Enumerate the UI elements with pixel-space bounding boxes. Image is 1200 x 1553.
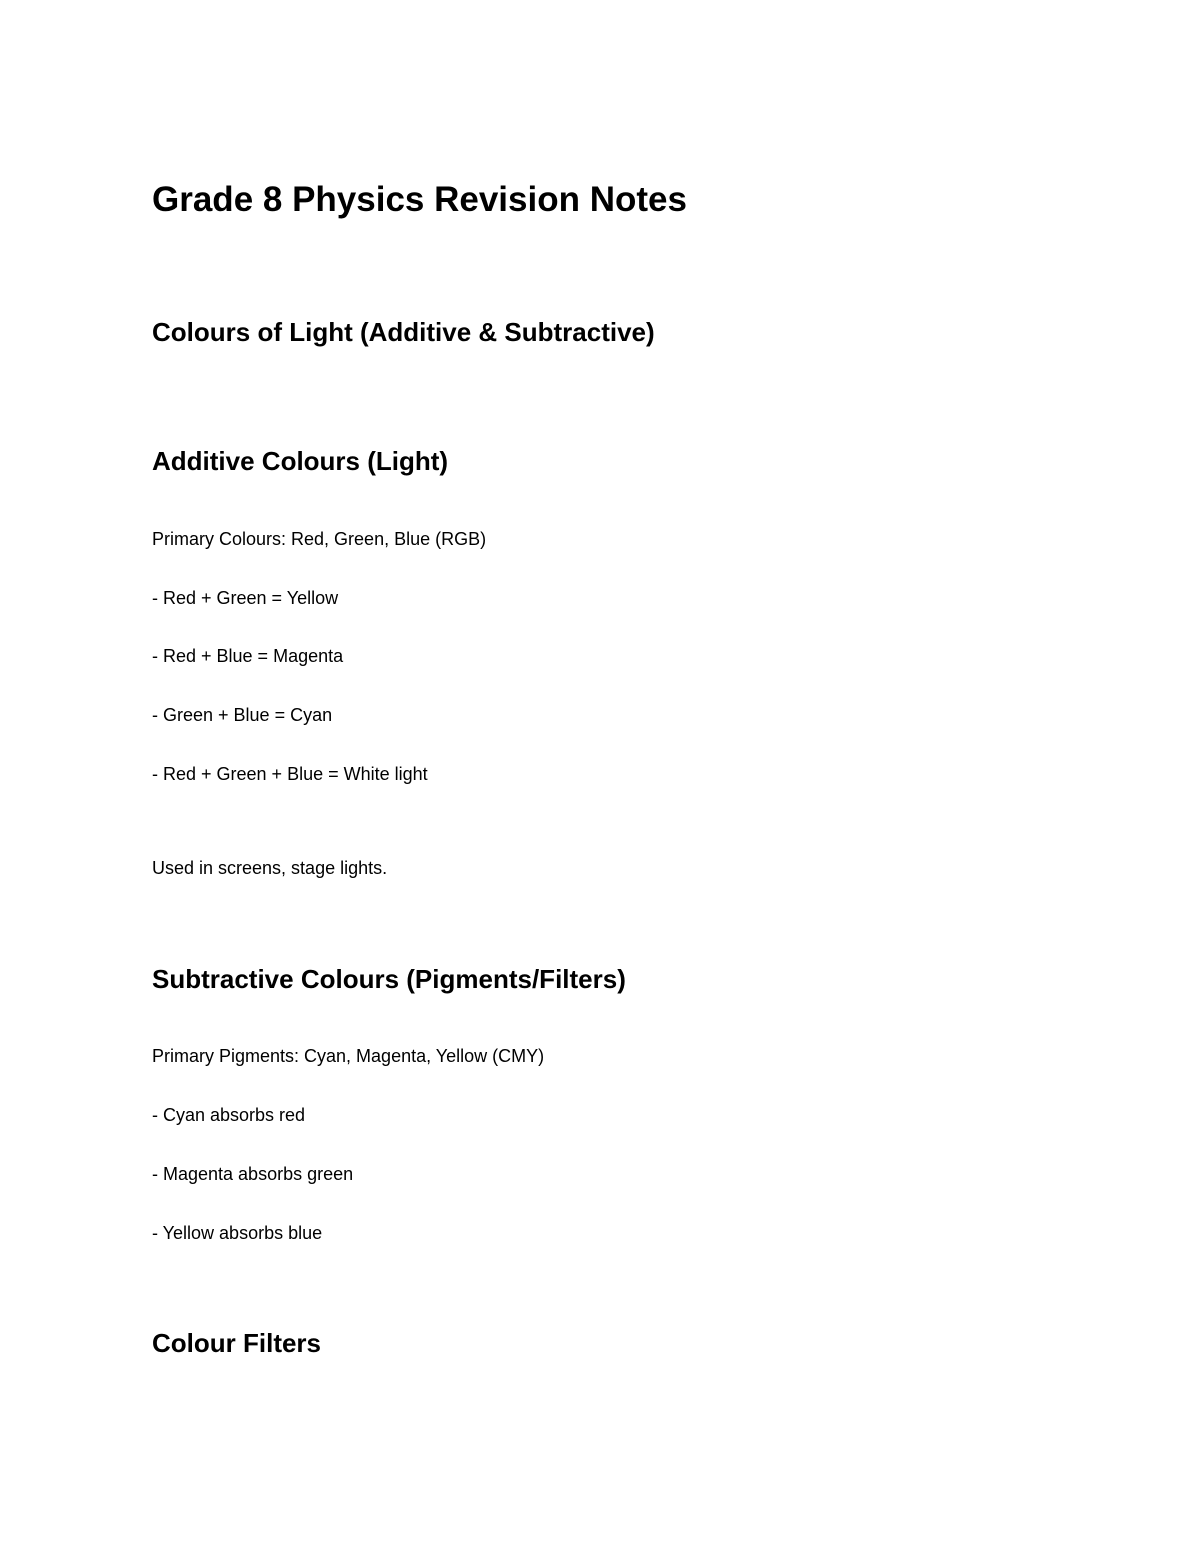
heading-additive-colours: Additive Colours (Light): [152, 446, 449, 476]
subtractive-primary-pigments: Primary Pigments: Cyan, Magenta, Yellow (CMY): [152, 1046, 545, 1066]
subtractive-item-yellow: - Yellow absorbs blue: [152, 1223, 323, 1243]
additive-item-red-blue: - Red + Blue = Magenta: [152, 646, 344, 666]
additive-item-green-blue: - Green + Blue = Cyan: [152, 705, 333, 725]
additive-primary-colours: Primary Colours: Red, Green, Blue (RGB): [152, 529, 487, 549]
subtractive-item-cyan: - Cyan absorbs red: [152, 1105, 306, 1125]
section-heading-colours-of-light: Colours of Light (Additive & Subtractive): [152, 317, 655, 347]
additive-item-white-light: - Red + Green + Blue = White light: [152, 764, 428, 784]
subtractive-item-magenta: - Magenta absorbs green: [152, 1164, 354, 1184]
heading-subtractive-colours: Subtractive Colours (Pigments/Filters): [152, 964, 626, 994]
heading-colour-filters: Colour Filters: [152, 1328, 322, 1358]
additive-item-red-green: - Red + Green = Yellow: [152, 588, 339, 608]
document-title: Grade 8 Physics Revision Notes: [152, 180, 687, 219]
additive-usage: Used in screens, stage lights.: [152, 858, 388, 878]
